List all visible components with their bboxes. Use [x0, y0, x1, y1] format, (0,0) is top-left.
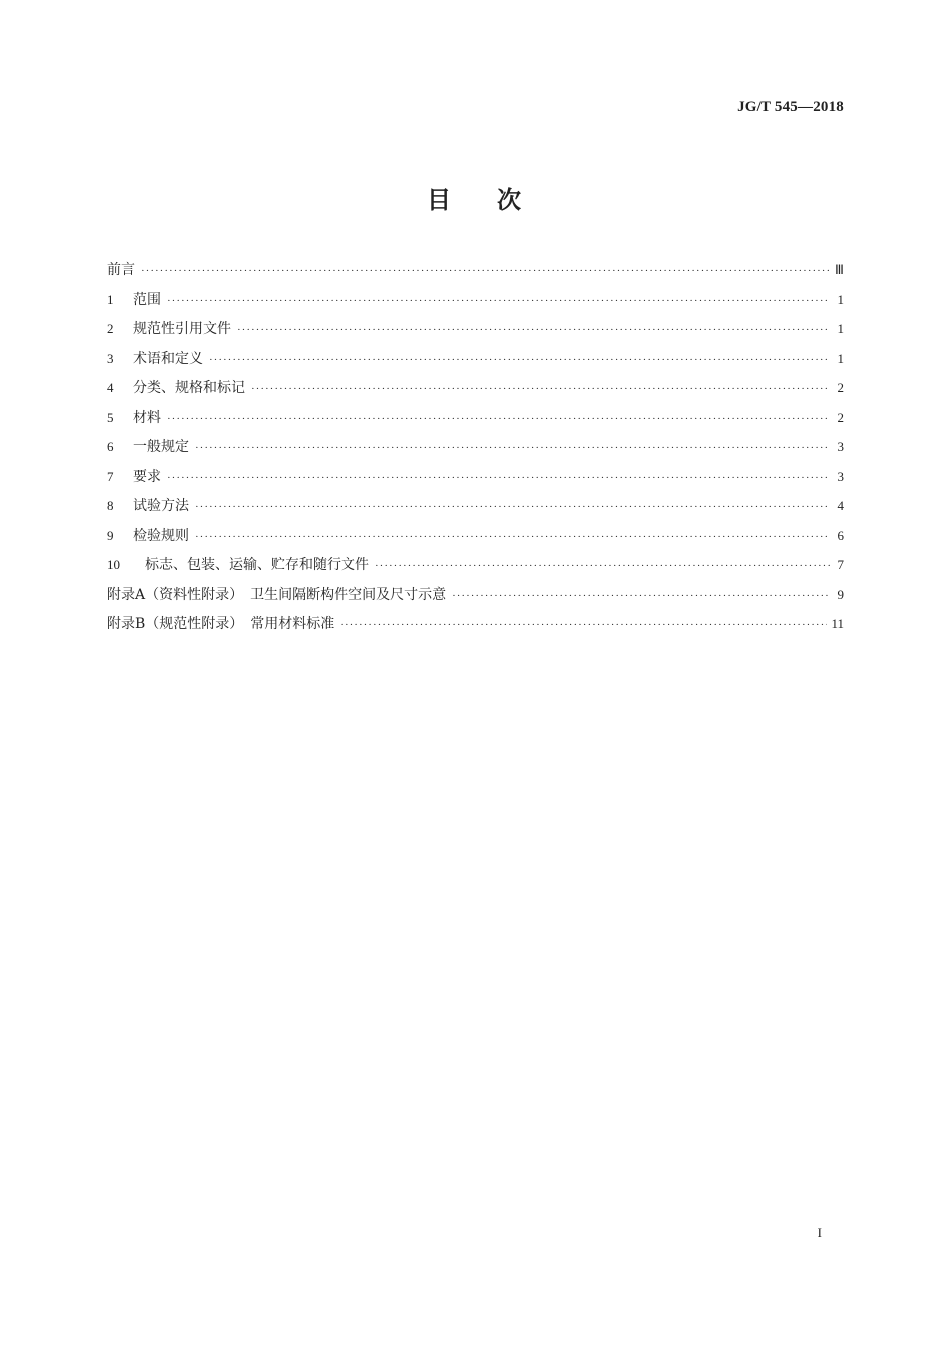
toc-entry[interactable] [107, 525, 844, 555]
toc-entry-label: 分类、规格和标记 [133, 380, 245, 396]
toc-leader-dots [141, 265, 830, 277]
toc-leader-dots [452, 590, 830, 602]
toc-entry[interactable] [107, 407, 844, 437]
toc-entry-label: 一般规定 [133, 439, 189, 455]
toc-entry-number: 2 [107, 321, 114, 336]
toc-entry-label: 试验方法 [133, 498, 189, 514]
toc-entry-number: 9 [107, 527, 114, 543]
toc-entry-page: 9 [837, 586, 844, 602]
toc-entry-label: 规范性引用文件 [133, 321, 231, 337]
toc-entry-label: 检验规则 [133, 527, 189, 544]
toc-entry-label: 术语和定义 [133, 350, 203, 367]
toc-leader-dots [209, 354, 830, 366]
toc-entry[interactable] [107, 436, 844, 466]
title-part-2: 次 [497, 186, 523, 214]
toc-entry-number: 4 [107, 380, 114, 395]
toc-entry-label: 要求 [133, 468, 161, 485]
toc-entry-page: 1 [837, 291, 844, 307]
toc-entry[interactable] [107, 259, 844, 289]
toc-entry[interactable] [107, 584, 844, 614]
toc-leader-dots [375, 560, 830, 572]
toc-entry[interactable] [107, 554, 844, 584]
toc-entry[interactable] [107, 377, 844, 407]
toc-entry-page: 3 [837, 439, 844, 454]
title-part-1: 目 [427, 186, 453, 214]
page-number: I [817, 1225, 822, 1240]
toc-entry[interactable] [107, 466, 844, 496]
toc-entry[interactable] [107, 289, 844, 319]
toc-entry-number: 8 [107, 498, 114, 513]
toc-leader-dots [167, 472, 830, 484]
toc-entry-number: 10 [107, 557, 120, 572]
toc-entry-label: 附录B（规范性附录） 常用材料标准 [107, 616, 335, 632]
toc-entry-page: 7 [837, 557, 844, 572]
toc-leader-dots [251, 383, 830, 395]
toc-entry-number: 7 [107, 468, 114, 484]
toc-leader-dots [167, 413, 830, 425]
page-title [0, 180, 950, 215]
toc-leader-dots [340, 619, 827, 631]
toc-entry-page: Ⅲ [835, 262, 844, 277]
toc-entry[interactable] [107, 495, 844, 525]
toc-leader-dots [237, 324, 830, 336]
toc-entry[interactable] [107, 348, 844, 378]
toc-entry-page: 1 [837, 350, 844, 366]
toc-entry-label: 范围 [133, 291, 161, 308]
toc-leader-dots [167, 295, 830, 307]
toc-entry[interactable] [107, 613, 844, 643]
toc-entry-label: 材料 [133, 409, 161, 426]
toc-leader-dots [195, 442, 830, 454]
toc-entry-page: 2 [837, 409, 844, 425]
standard-code: JG/T 545—2018 [737, 99, 844, 115]
table-of-contents [107, 259, 844, 643]
toc-entry-label: 标志、包装、运输、贮存和随行文件 [145, 557, 369, 573]
toc-entry-number: 6 [107, 439, 114, 454]
toc-entry-page: 2 [837, 380, 844, 395]
toc-entry-page: 3 [837, 468, 844, 484]
toc-entry-page: 6 [837, 527, 844, 543]
toc-entry-page: 1 [837, 321, 844, 336]
toc-leader-dots [195, 501, 830, 513]
toc-entry-number: 5 [107, 409, 114, 425]
toc-entry-label: 附录A（资料性附录） 卫生间隔断构件空间及尺寸示意 [107, 586, 447, 603]
toc-entry-page: 4 [837, 498, 844, 513]
toc-entry-number: 1 [107, 291, 114, 307]
toc-entry[interactable] [107, 318, 844, 348]
toc-leader-dots [195, 531, 830, 543]
toc-entry-label: 前言 [107, 262, 135, 278]
toc-entry-number: 3 [107, 350, 114, 366]
toc-entry-page: 11 [831, 616, 844, 631]
